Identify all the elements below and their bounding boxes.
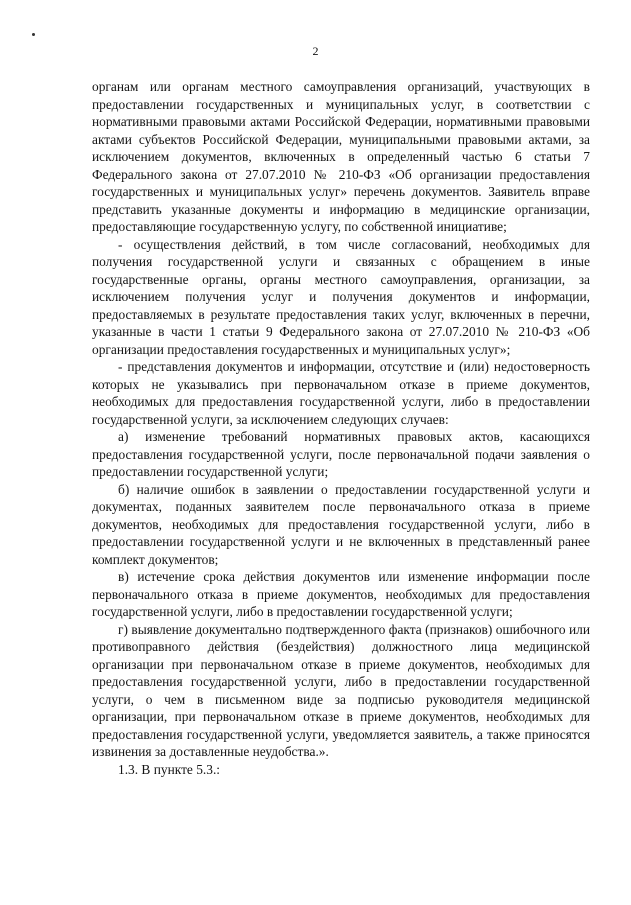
page-number: 2 <box>312 44 319 58</box>
paragraph-case-d: г) выявление документально подтвержденного факта (признаков) ошибочного или противоправного действия (бездействия) должностного лица медицинской организации при первоначальном отказе в приеме документов, необходимых для предоставления государственной услуги, либо в предоставлении государственной услуги, о чем в письменном виде за подписью руководителя медицинской организации, при первоначальном отказе в приеме документов, необходимых для предоставления государственной услуги, уведомляется заявитель, а также приносятся извинения за доставленные неудобства.». <box>92 621 590 759</box>
paragraph-case-a: а) изменение требований нормативных правовых актов, касающихся предоставления государственной услуги, после первоначальной подачи заявления о предоставлении государственной услуги; <box>92 429 590 479</box>
paragraph-case-b: б) наличие ошибок в заявлении о предоставлении государственной услуги и документах, поданных заявителем после первоначального отказа в приеме документов, необходимых для предоставления государственной услуги, либо в предоставлении государственной услуги и не включенных в представленный ранее комплект документов; <box>92 481 590 567</box>
paragraph-documents-list: органам или органам местного самоуправления организаций, участвующих в предоставлении государственных и муниципальных услуг, в соответствии с нормативными правовыми актами Российской Федерации, нормативными правовыми актами субъектов Российской Федерации, муниципальными правовыми актами, за исключением документов, включенных в определенный частью 6 статьи 7 Федерального закона от 27.07.2010 № 210-ФЗ «Об организации предоставления государственных и муниципальных услуг» перечень документов. Заявитель вправе представить указанные документы и информацию в медицинские организации, предоставляющие государственную услугу, по собственной инициативе; <box>92 79 590 234</box>
paragraph-section-1-3: 1.3. В пункте 5.3.: <box>118 761 221 777</box>
paragraph-case-c: в) истечение срока действия документов или изменение информации после первоначального отказа в приеме документов, необходимых для предоставления государственной услуги, либо в предоставлении государственной услуги; <box>92 569 590 619</box>
paragraph-actions: - осуществления действий, в том числе согласований, необходимых для получения государственной услуги и связанных с обращением в иные государственные органы, органы местного самоуправления, организации, за исключением получения услуг и получения документов и информации, предоставляемых в результате предоставления таких услуг, включенных в перечни, указанные в части 1 статьи 9 Федерального закона от 27.07.2010 № 210-ФЗ «Об организации предоставления государственных и муниципальных услуг»; <box>92 236 590 357</box>
document-body <box>92 78 590 778</box>
paragraph-representation: - представления документов и информации, отсутствие и (или) недостоверность которых не указывались при первоначальном отказе в приеме документов, необходимых для предоставления государственной услуги, либо в предоставлении государственной услуги, за исключением следующих случаев: <box>92 359 590 427</box>
scan-dot-mark <box>32 33 35 36</box>
